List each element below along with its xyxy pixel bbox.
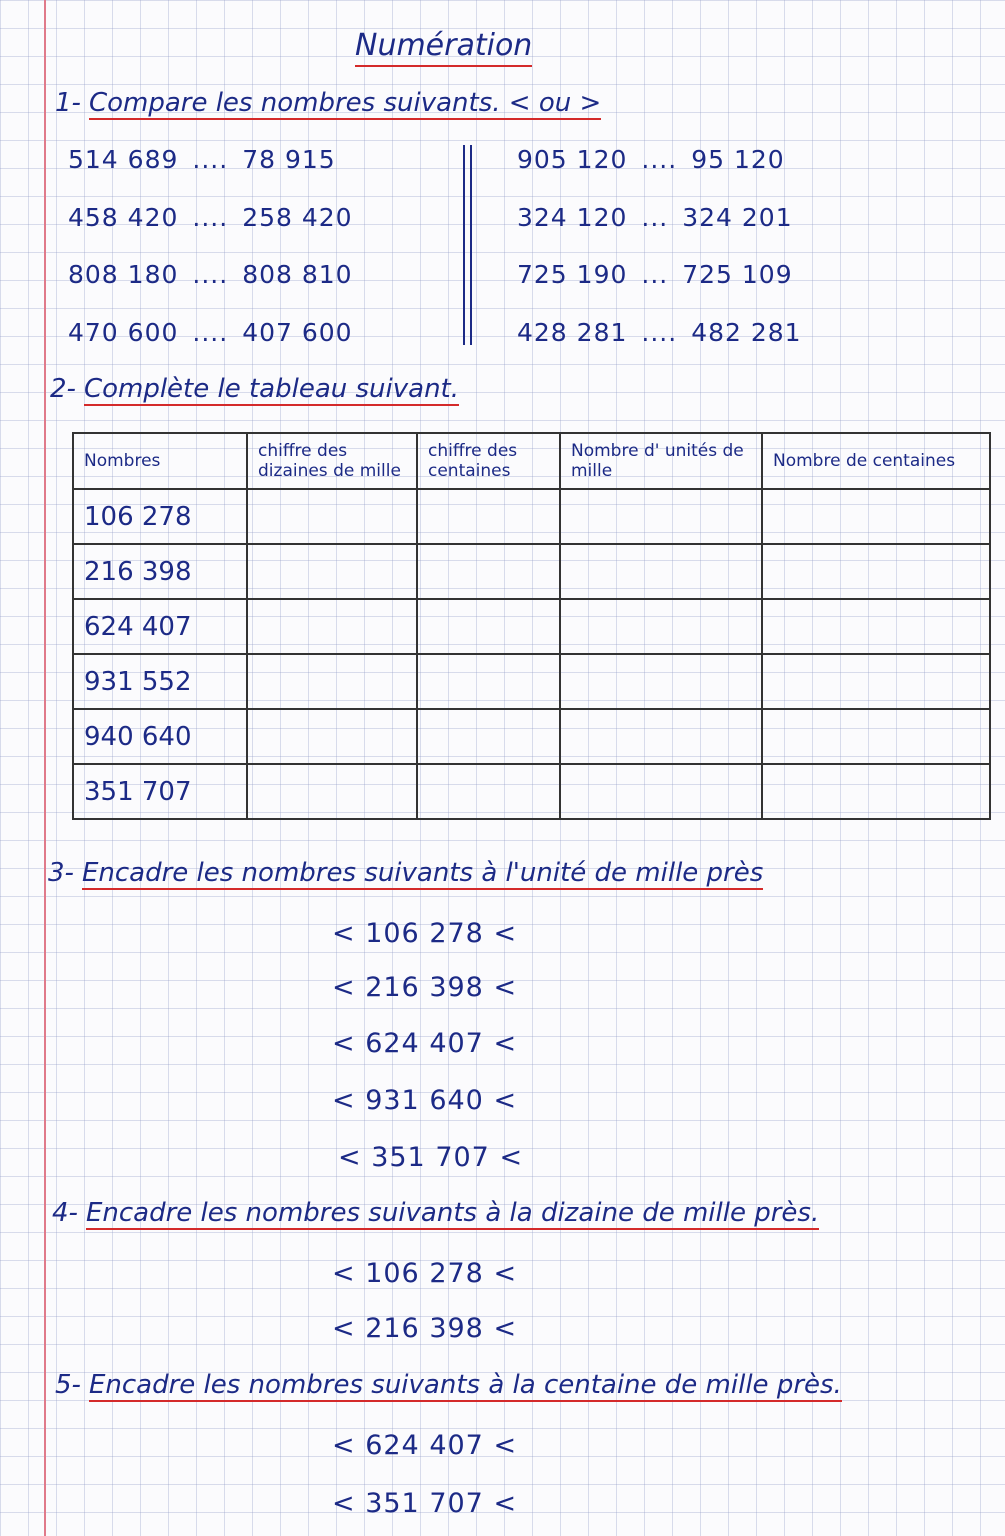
- bracket-exercise: < 351 707 <: [338, 1142, 524, 1173]
- header-dizaines-mille: chiffre des dizaines de mille: [247, 433, 417, 489]
- section-text: Encadre les nombres suivants à l'unité de mille près: [81, 858, 764, 888]
- bracket-exercise: < 624 407 <: [332, 1430, 518, 1461]
- bracket-exercise: < 106 278 <: [332, 918, 518, 949]
- section-3-heading: [48, 858, 763, 888]
- answer-cell[interactable]: [762, 544, 990, 599]
- section-1-heading: [55, 88, 601, 118]
- answer-cell[interactable]: [560, 764, 762, 819]
- number: 258 420: [242, 203, 353, 232]
- bracket-exercise: < 351 707 <: [332, 1488, 518, 1519]
- comparison-item: [517, 145, 799, 174]
- answer-cell[interactable]: [762, 764, 990, 819]
- answer-cell[interactable]: [762, 709, 990, 764]
- number: 514 689: [68, 145, 179, 174]
- header-centaines: chiffre des centaines: [417, 433, 560, 489]
- section-text: Encadre les nombres suivants à la dizaine de mille près.: [85, 1198, 820, 1228]
- bracket-exercise: < 624 407 <: [332, 1028, 518, 1059]
- answer-cell[interactable]: [417, 764, 560, 819]
- numbers-table: [72, 432, 991, 820]
- table-header-row: [73, 433, 990, 489]
- table-row: [73, 654, 990, 709]
- blank-dots: ...: [641, 260, 669, 289]
- section-text: Compare les nombres suivants. < ou >: [88, 88, 602, 118]
- answer-cell[interactable]: [560, 489, 762, 544]
- blank-dots: ....: [641, 318, 678, 347]
- section-number: 4-: [52, 1198, 78, 1228]
- blank-dots: ....: [192, 318, 229, 347]
- section-text: Encadre les nombres suivants à la centaine de mille près.: [88, 1370, 842, 1400]
- answer-cell[interactable]: [247, 654, 417, 709]
- header-nombre-centaines: Nombre de centaines: [762, 433, 990, 489]
- bracket-exercise: < 216 398 <: [332, 972, 518, 1003]
- comparison-item: [68, 260, 367, 289]
- answer-cell[interactable]: [417, 489, 560, 544]
- section-number: 2-: [50, 374, 76, 404]
- answer-cell[interactable]: [247, 599, 417, 654]
- number: 407 600: [242, 318, 353, 347]
- comparison-item: [68, 318, 367, 347]
- number-cell: 931 552: [73, 654, 247, 709]
- section-5-heading: [55, 1370, 842, 1400]
- number: 470 600: [68, 318, 179, 347]
- comparison-item: [68, 145, 350, 174]
- number: 482 281: [691, 318, 802, 347]
- section-text: Complète le tableau suivant.: [83, 374, 460, 404]
- number-cell: 351 707: [73, 764, 247, 819]
- blank-dots: ....: [192, 145, 229, 174]
- number-cell: 106 278: [73, 489, 247, 544]
- table-row: [73, 709, 990, 764]
- answer-cell[interactable]: [560, 544, 762, 599]
- number: 725 190: [517, 260, 628, 289]
- comparison-item: [517, 260, 807, 289]
- answer-cell[interactable]: [762, 489, 990, 544]
- number: 324 201: [682, 203, 793, 232]
- comparison-item: [68, 203, 367, 232]
- number: 725 109: [682, 260, 793, 289]
- section-number: 3-: [48, 858, 74, 888]
- header-nombres: Nombres: [73, 433, 247, 489]
- section-number: 1-: [55, 88, 81, 118]
- header-unites-mille: Nombre d' unités de mille: [560, 433, 762, 489]
- answer-cell[interactable]: [417, 709, 560, 764]
- blank-dots: ....: [192, 203, 229, 232]
- blank-dots: ...: [641, 203, 669, 232]
- number: 808 180: [68, 260, 179, 289]
- number: 95 120: [691, 145, 785, 174]
- comparison-item: [517, 318, 816, 347]
- table-row: [73, 544, 990, 599]
- answer-cell[interactable]: [762, 599, 990, 654]
- blank-dots: ....: [192, 260, 229, 289]
- answer-cell[interactable]: [560, 654, 762, 709]
- bracket-exercise: < 106 278 <: [332, 1258, 518, 1289]
- number-cell: 940 640: [73, 709, 247, 764]
- number-cell: 624 407: [73, 599, 247, 654]
- section-4-heading: [52, 1198, 819, 1228]
- table-row: [73, 764, 990, 819]
- number-cell: 216 398: [73, 544, 247, 599]
- section-number: 5-: [55, 1370, 81, 1400]
- answer-cell[interactable]: [247, 544, 417, 599]
- number: 428 281: [517, 318, 628, 347]
- section-2-heading: [50, 374, 459, 404]
- answer-cell[interactable]: [247, 709, 417, 764]
- answer-cell[interactable]: [417, 544, 560, 599]
- answer-cell[interactable]: [560, 709, 762, 764]
- answer-cell[interactable]: [560, 599, 762, 654]
- bracket-exercise: < 216 398 <: [332, 1313, 518, 1344]
- comparison-item: [517, 203, 807, 232]
- number: 808 810: [242, 260, 353, 289]
- answer-cell[interactable]: [247, 764, 417, 819]
- number: 458 420: [68, 203, 179, 232]
- number: 78 915: [242, 145, 336, 174]
- answer-cell[interactable]: [417, 599, 560, 654]
- blank-dots: ....: [641, 145, 678, 174]
- number: 324 120: [517, 203, 628, 232]
- page-title: Numération: [355, 28, 532, 67]
- margin-line: [44, 0, 46, 1536]
- number: 905 120: [517, 145, 628, 174]
- answer-cell[interactable]: [762, 654, 990, 709]
- answer-cell[interactable]: [417, 654, 560, 709]
- bracket-exercise: < 931 640 <: [332, 1085, 518, 1116]
- table-row: [73, 489, 990, 544]
- table-row: [73, 599, 990, 654]
- double-separator: [463, 145, 472, 345]
- answer-cell[interactable]: [247, 489, 417, 544]
